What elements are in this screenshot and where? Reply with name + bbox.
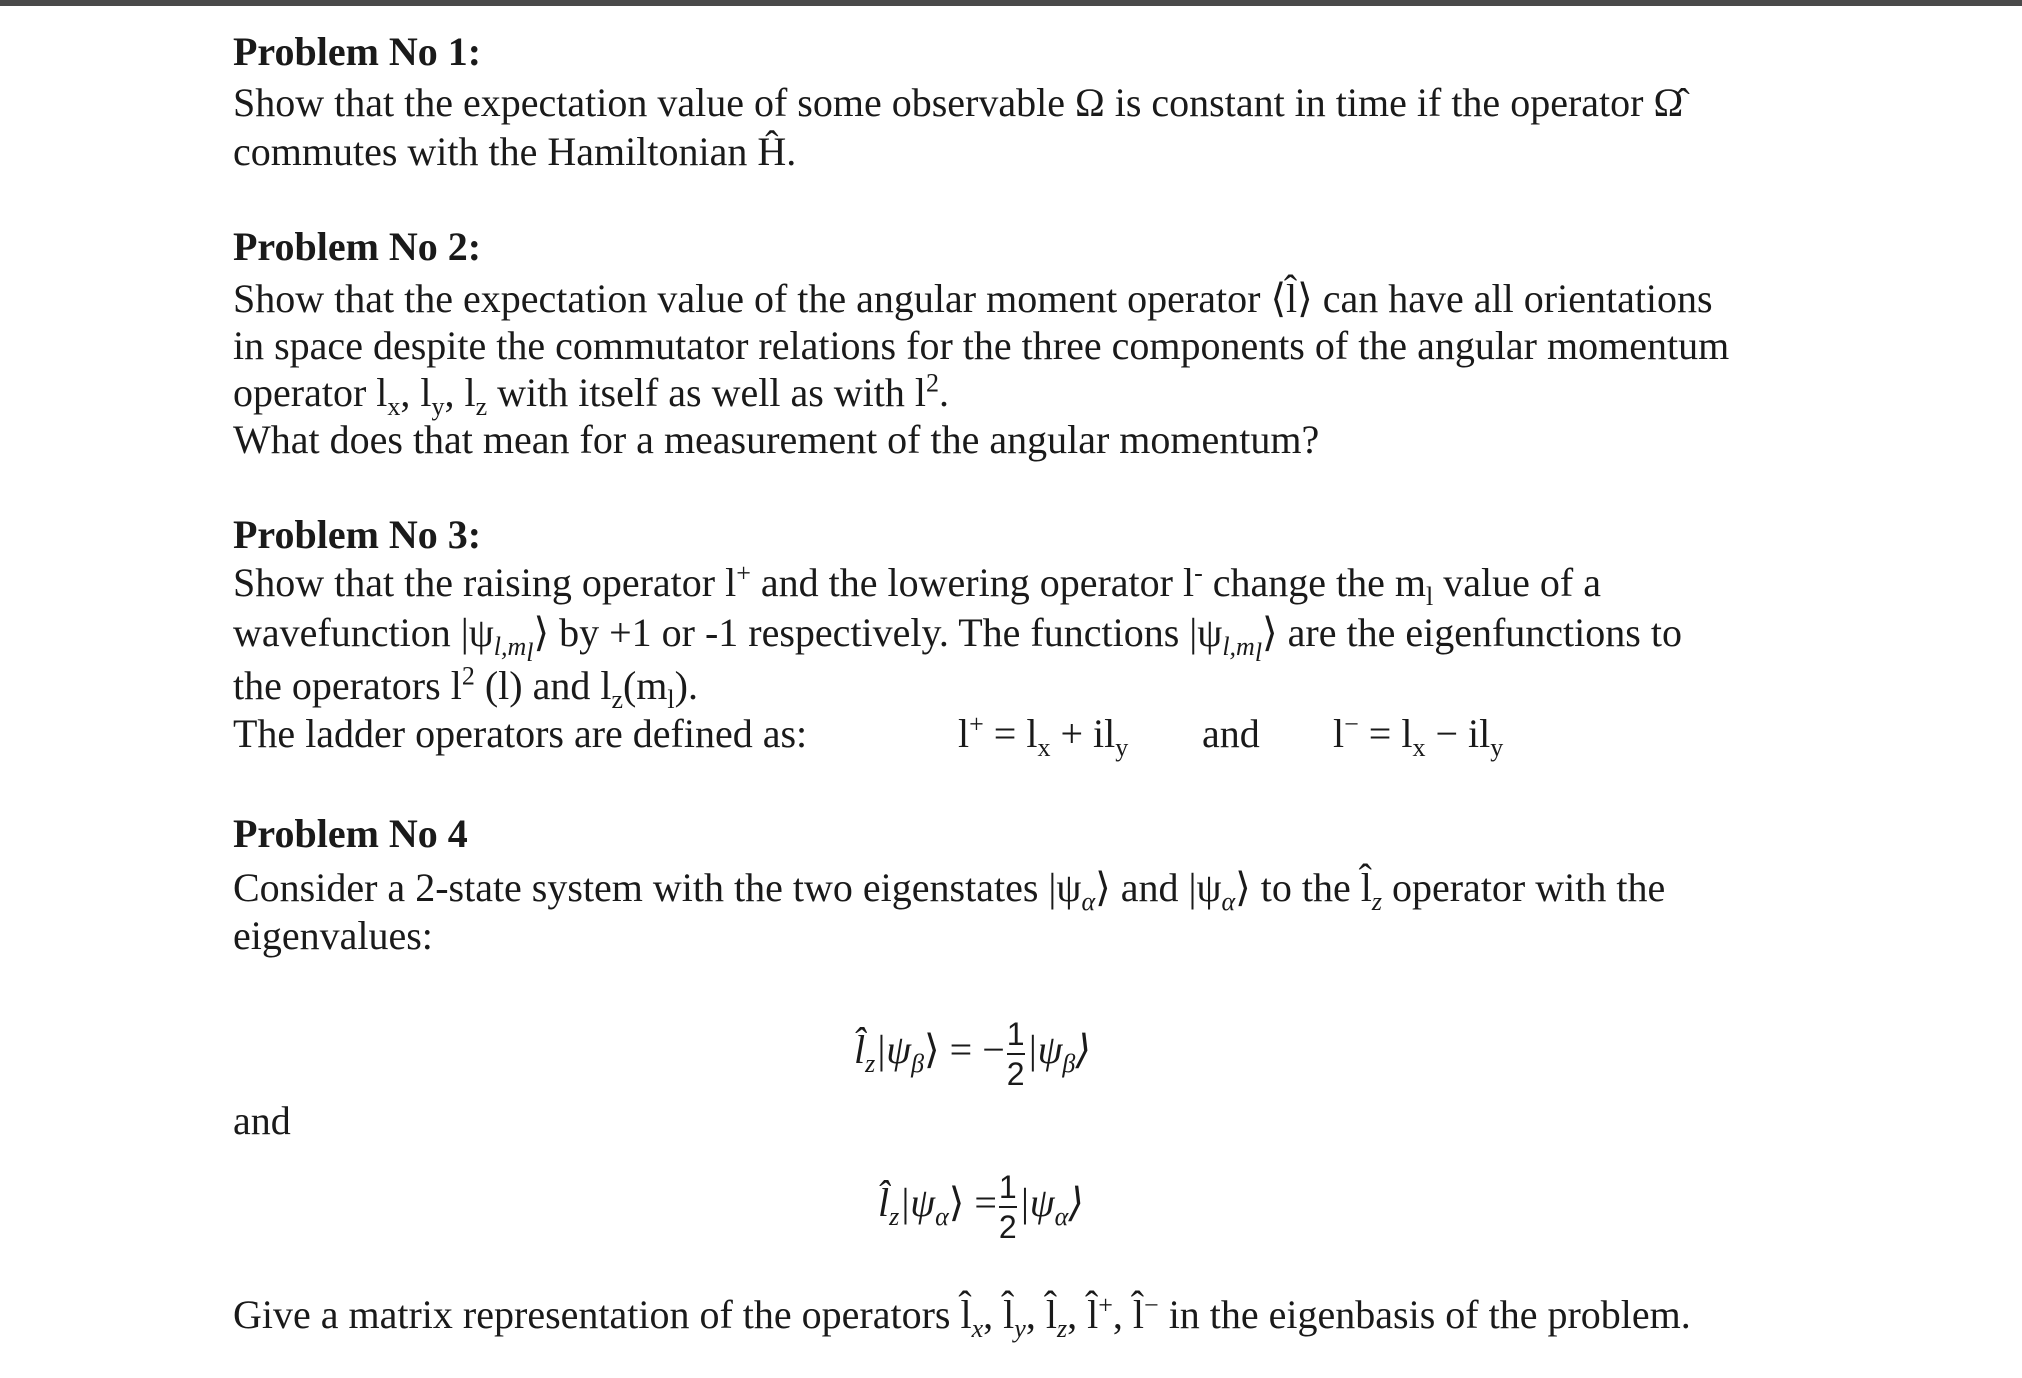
problem-2-text-line-4: What does that mean for a measurement of the angular momentum? [233, 417, 1320, 462]
problem-3-text-line-4: The ladder operators are defined as: [233, 711, 808, 756]
problem-3-text-line-3: the operators $l^2$ (l) and $l_z(m_l)$. [233, 661, 698, 714]
problem-1-text-line-1: Show that the expectation value of some observable Ω is constant in time if the operator Ω̂ [233, 80, 1684, 125]
problem-4-final-line: Give a matrix representation of the operators $l̂_x$, $l̂_y$, $l̂_z$, l̂+, l̂− in the eigenbasis of the problem. [233, 1290, 1691, 1343]
problem-2-text-line-1: Show that the expectation value of the angular moment operator ⟨l̂⟩ can have all orientations [233, 276, 1713, 321]
ladder-minus-equation: $l^- = l_x - il_y$ [1333, 709, 1504, 762]
problem-3-text-line-1: Show that the raising operator l+ and the lowering operator l- change the $m_l$ value of a [233, 558, 1601, 611]
problem-1-text-line-2: commutes with the Hamiltonian Ĥ. [233, 129, 797, 174]
ladder-and-label: and [1202, 711, 1260, 756]
problem-2-heading: Problem No 2: [233, 224, 482, 269]
problem-4-text-line-2: eigenvalues: [233, 913, 433, 958]
eigenvalue-equation-alpha: $l̂_z|\psi_\alpha⟩$ = $\frac{1}{2}$ $|\psi_\alpha⟩$ [878, 1169, 1084, 1245]
problem-1-heading: Problem No 1: [233, 29, 482, 74]
problem-3-text-line-2: wavefunction $|\psi_{l,m_l}⟩$ by +1 or -1 respectively. The functions $|\psi_{l,m_l}⟩$ are the eigenfunctions to [233, 610, 1682, 668]
eigenvalue-equation-beta: $l̂_z|\psi_\beta⟩$ = − $\frac{1}{2}$ $|\psi_\beta⟩$ [854, 1016, 1091, 1092]
problem-2-text-line-2: in space despite the commutator relations for the three components of the angular momentum [233, 323, 1730, 368]
fraction-one-half: $\frac{1}{2}$ [1006, 1016, 1025, 1092]
and-connector: and [233, 1098, 291, 1143]
problem-3-heading: Problem No 3: [233, 512, 482, 557]
problem-4-text-line-1: Consider a 2-state system with the two eigenstates $|\psi_\alpha⟩$ and $|\psi_\alpha⟩$ to the $l̂_z$ operator with the [233, 865, 1666, 916]
ladder-plus-equation: $l^+ = l_x + il_y$ [958, 709, 1129, 762]
problem-2-text-line-3: operator $l_x$, $l_y$, $l_z$ with itself as well as with $l^2$. [233, 368, 949, 421]
problem-4-heading: Problem No 4 [233, 811, 468, 856]
fraction-one-half: $\frac{1}{2}$ [998, 1169, 1017, 1245]
